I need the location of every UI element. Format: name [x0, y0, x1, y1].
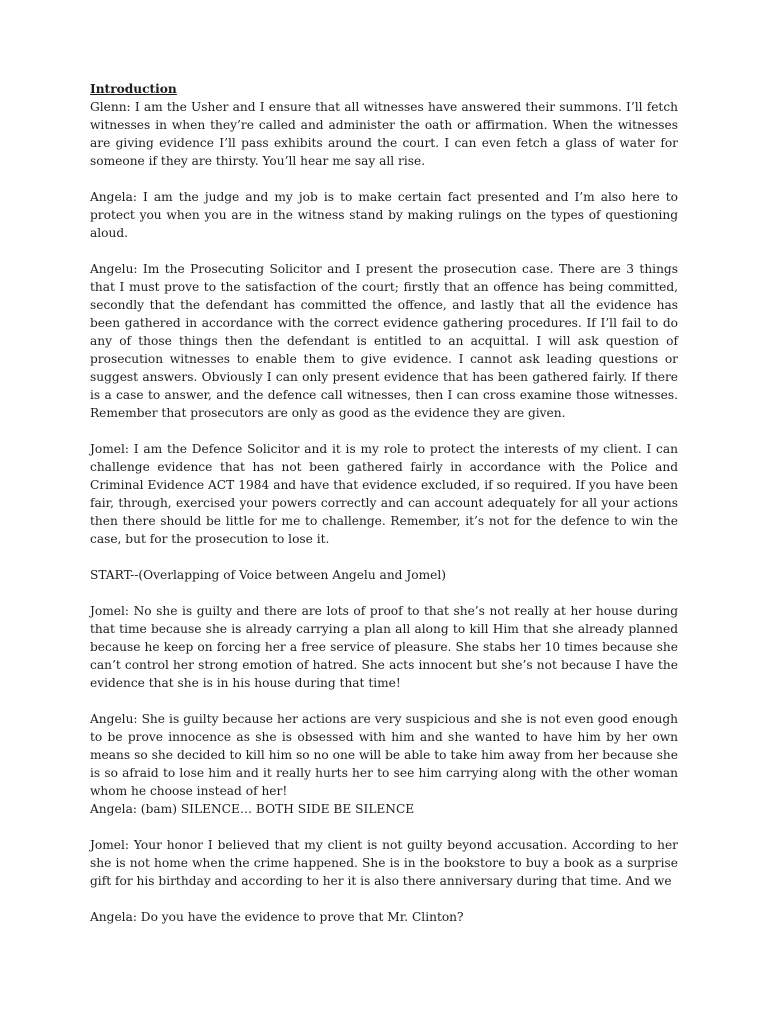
paragraph-angela-judge: Angela: I am the judge and my job is to make certain fact presented and I’m also here to protect you when you are in the witness stand by making rulings on the types of questioning aloud. [90, 190, 678, 240]
paragraph-angela-question: Angela: Do you have the evidence to prove that Mr. Clinton? [90, 910, 464, 924]
paragraph-jomel-argument: Jomel: No she is guilty and there are lots of proof to that she’s not really at her house during that time because she is already carrying a plan all along to kill Him that she already planned because he keep on forcing her a free service of pleasure. She stabs her 10 times because she can’t control her strong emotion of hatred. She acts innocent but she’s not because I have the evidence that she is in his house during that time! [90, 604, 678, 690]
section-heading: Introduction [90, 82, 177, 96]
paragraph-jomel-defence: Jomel: I am the Defence Solicitor and it is my role to protect the interests of my client. I can challenge evidence that has not been gathered fairly in accordance with the Police and Criminal Evidence ACT 1984 and have that evidence excluded, if so required. If you have been fair, through, exercised your powers correctly and can account adequately for all your actions then there should be little for me to challenge. Remember, it’s not for the defence to win the case, but for the prosecution to lose it. [90, 442, 678, 546]
paragraph-angela-silence: Angela: (bam) SILENCE… BOTH SIDE BE SILENCE [90, 802, 415, 816]
paragraph-angelu-argument: Angelu: She is guilty because her actions are very suspicious and she is not even good enough to be prove innocence as she is obsessed with him and she wanted to have him by her own means so she decided to kill him so no one will be able to take him away from her because she is so afraid to lose him and it really hurts her to see him carrying along with the other woman whom he choose instead of her! [90, 712, 678, 798]
paragraph-glenn-usher: Glenn: I am the Usher and I ensure that all witnesses have answered their summons. I’ll fetch witnesses in when they’re called and administer the oath or affirmation. When the witnesses are giving evidence I’ll pass exhibits around the court. I can even fetch a glass of water for someone if they are thirsty. You’ll hear me say all rise. [90, 100, 678, 168]
paragraph-jomel-honor: Jomel: Your honor I believed that my client is not guilty beyond accusation. According to her she is not home when the crime happened. She is in the bookstore to buy a book as a surprise gift for his birthday and according to her it is also there anniversary during that time. And we [90, 838, 678, 888]
paragraph-angelu-prosecutor: Angelu: Im the Prosecuting Solicitor and I present the prosecution case. There are 3 things that I must prove to the satisfaction of the court; firstly that an offence has being committed, secondly that the defendant has committed the offence, and lastly that all the evidence has been gathered in accordance with the correct evidence gathering procedures. If I’ll fail to do any of those things then the defendant is entitled to an acquittal. I will ask question of prosecution witnesses to enable them to give evidence. I cannot ask leading questions or suggest answers. Obviously I can only present evidence that has been gathered fairly. If there is a case to answer, and the defence call witnesses, then I can cross examine those witnesses. Remember that prosecutors are only as good as the evidence they are given. [90, 262, 678, 420]
paragraph-start-overlap: START--(Overlapping of Voice between Angelu and Jomel) [90, 568, 446, 582]
document-body [90, 80, 678, 944]
